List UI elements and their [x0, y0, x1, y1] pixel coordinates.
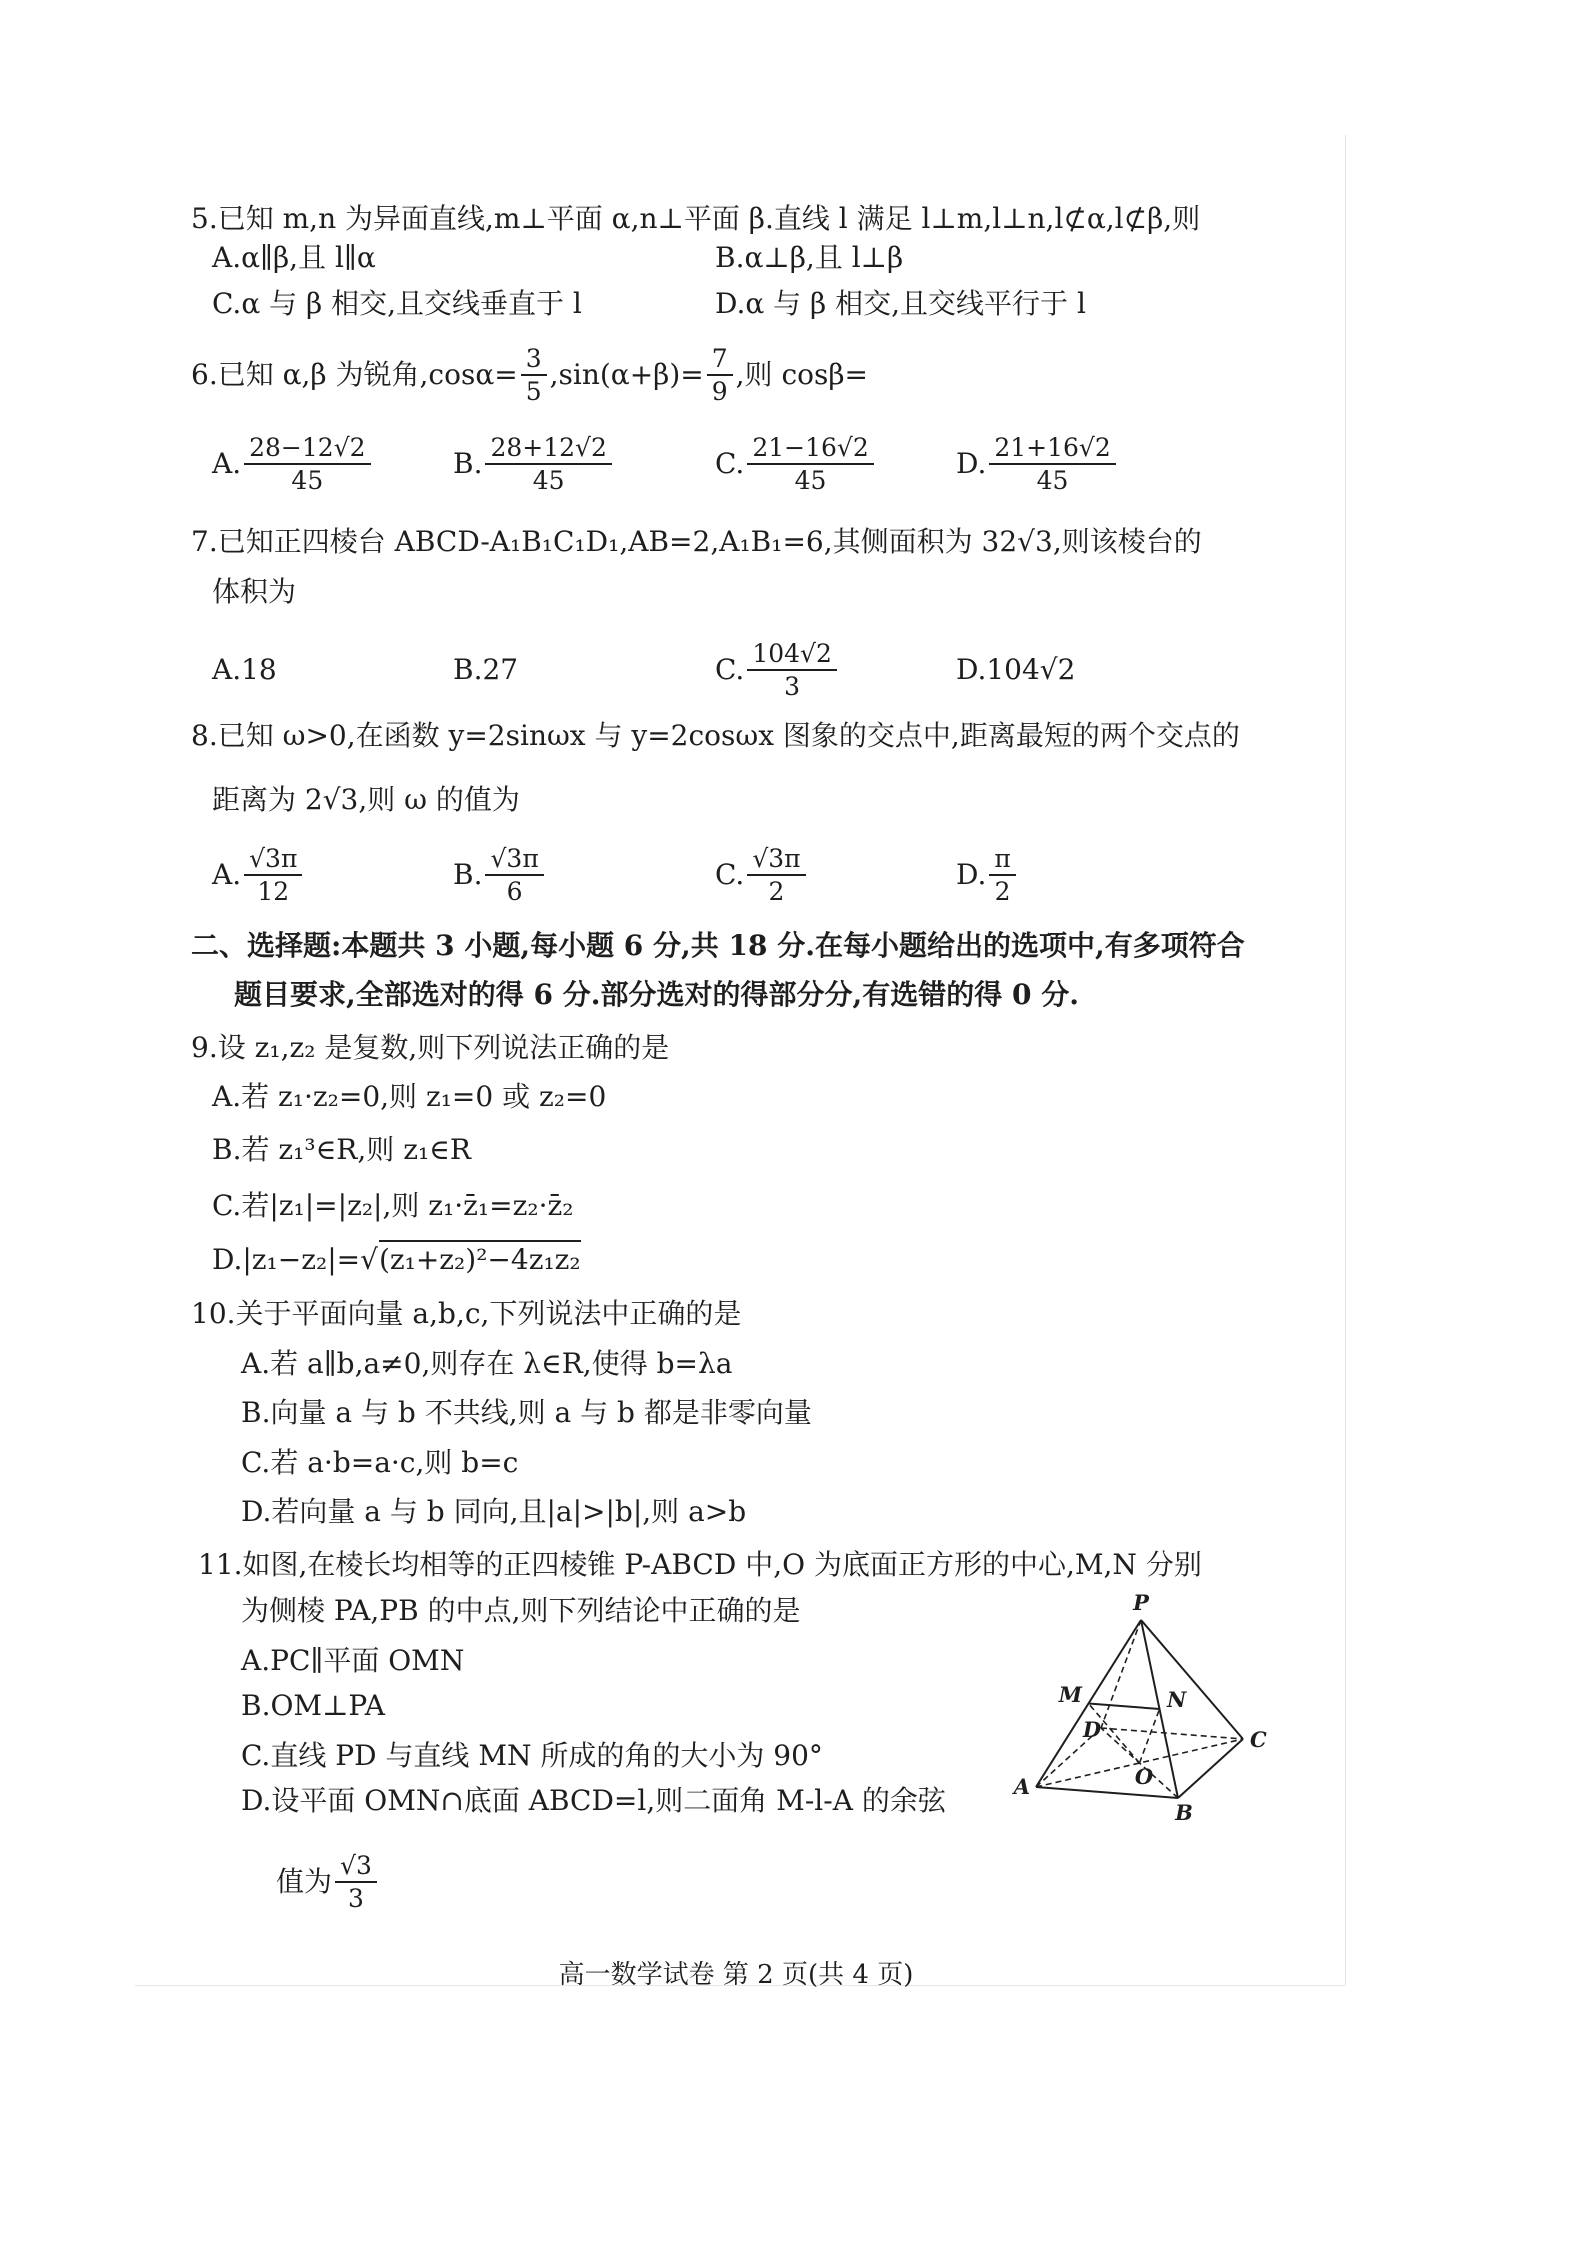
option-label: B. — [453, 858, 483, 891]
q11-stem-line-1: 11.如图,在棱长均相等的正四棱锥 P-ABCD 中,O 为底面正方形的中心,M,N 分别 — [198, 1548, 1202, 1581]
fraction-numerator: √3π — [485, 844, 543, 876]
section-2-heading-line-1: 二、选择题:本题共 3 小题,每小题 6 分,共 18 分.在每小题给出的选项中,有多项符合 — [191, 929, 1245, 962]
q6-stem — [191, 335, 868, 415]
fraction-numerator: 104√2 — [747, 639, 837, 671]
fraction-numerator: √3π — [747, 844, 805, 876]
option-text: B.27 — [453, 653, 519, 686]
q11-option-d: D.设平面 OMN∩底面 ABCD=l,则二面角 M-l-A 的余弦 — [241, 1784, 946, 1817]
q11-option-a: A.PC∥平面 OMN — [241, 1644, 465, 1677]
fraction-denominator: 2 — [768, 877, 785, 906]
q7-option-a — [212, 630, 277, 710]
fraction-denominator: 9 — [711, 377, 728, 406]
fraction-numerator: 3 — [521, 344, 547, 376]
q11-option-c: C.直线 PD 与直线 MN 所成的角的大小为 90° — [241, 1739, 823, 1772]
q11-option-d-continued — [276, 1842, 380, 1922]
fraction-denominator: 45 — [794, 466, 827, 495]
fraction-numerator: √3 — [335, 1851, 377, 1883]
q8-option-a — [212, 835, 305, 915]
fraction-numerator: π — [989, 844, 1015, 876]
q6-option-d — [956, 424, 1119, 504]
q7-option-b — [453, 630, 518, 710]
radicand: (z₁+z₂)²−4z₁z₂ — [379, 1240, 581, 1276]
vertex-label-p: P — [1133, 1590, 1149, 1615]
option-fraction — [335, 1851, 377, 1913]
q7-stem-line-1: 7.已知正四棱台 ABCD-A₁B₁C₁D₁,AB=2,A₁B₁=6,其侧面积为 32√3,则该棱台的 — [191, 525, 1202, 558]
fraction-denominator: 5 — [525, 377, 542, 406]
q6-stem-part: ,则 cosβ= — [735, 358, 868, 391]
fraction-numerator: 28−12√2 — [244, 433, 370, 465]
section-2-heading-line-2: 题目要求,全部选对的得 6 分.部分选对的得部分分,有选错的得 0 分. — [234, 978, 1079, 1011]
fraction-denominator: 3 — [347, 1884, 364, 1913]
option-fraction — [244, 844, 302, 906]
q10-option-b: B.向量 a 与 b 不共线,则 a 与 b 都是非零向量 — [241, 1396, 812, 1429]
fraction-denominator: 45 — [1036, 466, 1069, 495]
fraction-denominator: 3 — [784, 672, 801, 701]
fraction-numerator: √3π — [244, 844, 302, 876]
q10-option-d: D.若向量 a 与 b 同向,且|a|>|b|,则 a>b — [241, 1495, 747, 1528]
fraction-numerator: 21+16√2 — [989, 433, 1115, 465]
q5-stem: 5.已知 m,n 为异面直线,m⊥平面 α,n⊥平面 β.直线 l 满足 l⊥m,l⊥n,l⊄α,l⊄β,则 — [191, 202, 1201, 235]
option-fraction — [244, 433, 370, 495]
option-fraction — [989, 844, 1015, 906]
option-fraction — [989, 433, 1115, 495]
q8-stem-line-2: 距离为 2√3,则 ω 的值为 — [212, 783, 520, 816]
q6-stem-part: 6.已知 α,β 为锐角,cosα= — [191, 358, 518, 391]
q6-fraction-sin-sum — [707, 344, 733, 406]
option-label: B. — [453, 447, 483, 480]
q11-stem-line-2: 为侧棱 PA,PB 的中点,则下列结论中正确的是 — [241, 1594, 801, 1627]
option-fraction — [485, 433, 611, 495]
option-text: A.18 — [212, 653, 277, 686]
q6-fraction-cos-alpha — [521, 344, 547, 406]
option-label: C. — [715, 653, 745, 686]
option-fraction — [747, 844, 805, 906]
segment-mn — [1089, 1704, 1160, 1710]
edge-dc — [1101, 1728, 1243, 1739]
q8-option-c — [715, 835, 809, 915]
q9-option-c: C.若|z₁|=|z₂|,则 z₁·z̄₁=z₂·z̄₂ — [212, 1189, 574, 1222]
q9-stem: 9.设 z₁,z₂ 是复数,则下列说法正确的是 — [191, 1031, 670, 1064]
scan-edge-vertical — [1345, 135, 1346, 1985]
option-label: C. — [715, 447, 745, 480]
fraction-denominator: 6 — [506, 877, 523, 906]
q5-option-b: B.α⊥β,且 l⊥β — [715, 241, 904, 274]
fraction-denominator: 2 — [994, 877, 1011, 906]
option-prefix: 值为 — [276, 1865, 333, 1898]
fraction-denominator: 12 — [257, 877, 290, 906]
q6-option-c — [715, 424, 877, 504]
option-label: D. — [956, 447, 987, 480]
fraction-numerator: 28+12√2 — [485, 433, 611, 465]
q6-option-b — [453, 424, 615, 504]
fraction-numerator: 7 — [707, 344, 733, 376]
point-label-o: O — [1134, 1764, 1154, 1789]
q10-option-c: C.若 a·b=a·c,则 b=c — [241, 1446, 519, 1479]
option-label: A. — [212, 858, 242, 891]
q10-stem: 10.关于平面向量 a,b,c,下列说法中正确的是 — [191, 1297, 742, 1330]
option-text: D.104√2 — [956, 653, 1076, 686]
option-label: A. — [212, 447, 242, 480]
vertex-label-b: B — [1175, 1800, 1193, 1825]
vertex-label-a: A — [1013, 1774, 1030, 1799]
q6-option-a — [212, 424, 374, 504]
edge-bc — [1178, 1739, 1243, 1798]
fraction-denominator: 45 — [532, 466, 565, 495]
option-fraction — [747, 639, 837, 701]
segment-on — [1140, 1709, 1160, 1763]
q7-option-c — [715, 630, 840, 710]
option-prefix: D.|z₁−z₂|= — [212, 1243, 361, 1276]
fraction-numerator: 21−16√2 — [747, 433, 873, 465]
q10-option-a: A.若 a∥b,a≠0,则存在 λ∈R,使得 b=λa — [241, 1347, 733, 1380]
vertex-label-d: D — [1082, 1717, 1102, 1742]
point-label-n: N — [1167, 1687, 1187, 1712]
q5-option-d: D.α 与 β 相交,且交线平行于 l — [715, 287, 1086, 320]
edge-ab — [1036, 1787, 1178, 1798]
page-footer: 高一数学试卷 第 2 页(共 4 页) — [558, 1960, 914, 1990]
q9-option-b: B.若 z₁³∈R,则 z₁∈R — [212, 1133, 471, 1166]
radical-sign: √ — [360, 1243, 378, 1276]
option-fraction — [747, 433, 873, 495]
q8-option-d — [956, 835, 1019, 915]
q7-stem-line-2: 体积为 — [212, 575, 297, 608]
q11-option-b: B.OM⊥PA — [241, 1689, 385, 1722]
q7-option-d — [956, 630, 1075, 710]
fraction-denominator: 45 — [291, 466, 324, 495]
point-label-m: M — [1058, 1682, 1082, 1707]
pyramid-figure — [1000, 1580, 1300, 1840]
q5-option-a: A.α∥β,且 l∥α — [212, 241, 376, 274]
edge-pc — [1141, 1620, 1243, 1739]
q9-option-a: A.若 z₁·z₂=0,则 z₁=0 或 z₂=0 — [212, 1080, 607, 1113]
q8-option-b — [453, 835, 547, 915]
option-fraction — [485, 844, 543, 906]
option-label: D. — [956, 858, 987, 891]
vertex-label-c: C — [1250, 1727, 1267, 1752]
q5-option-c: C.α 与 β 相交,且交线垂直于 l — [212, 287, 582, 320]
q9-option-d — [212, 1244, 581, 1276]
q8-stem-line-1: 8.已知 ω>0,在函数 y=2sinωx 与 y=2cosωx 图象的交点中,距离最短的两个交点的 — [191, 719, 1240, 752]
q6-stem-part: ,sin(α+β)= — [549, 358, 704, 391]
option-label: C. — [715, 858, 745, 891]
